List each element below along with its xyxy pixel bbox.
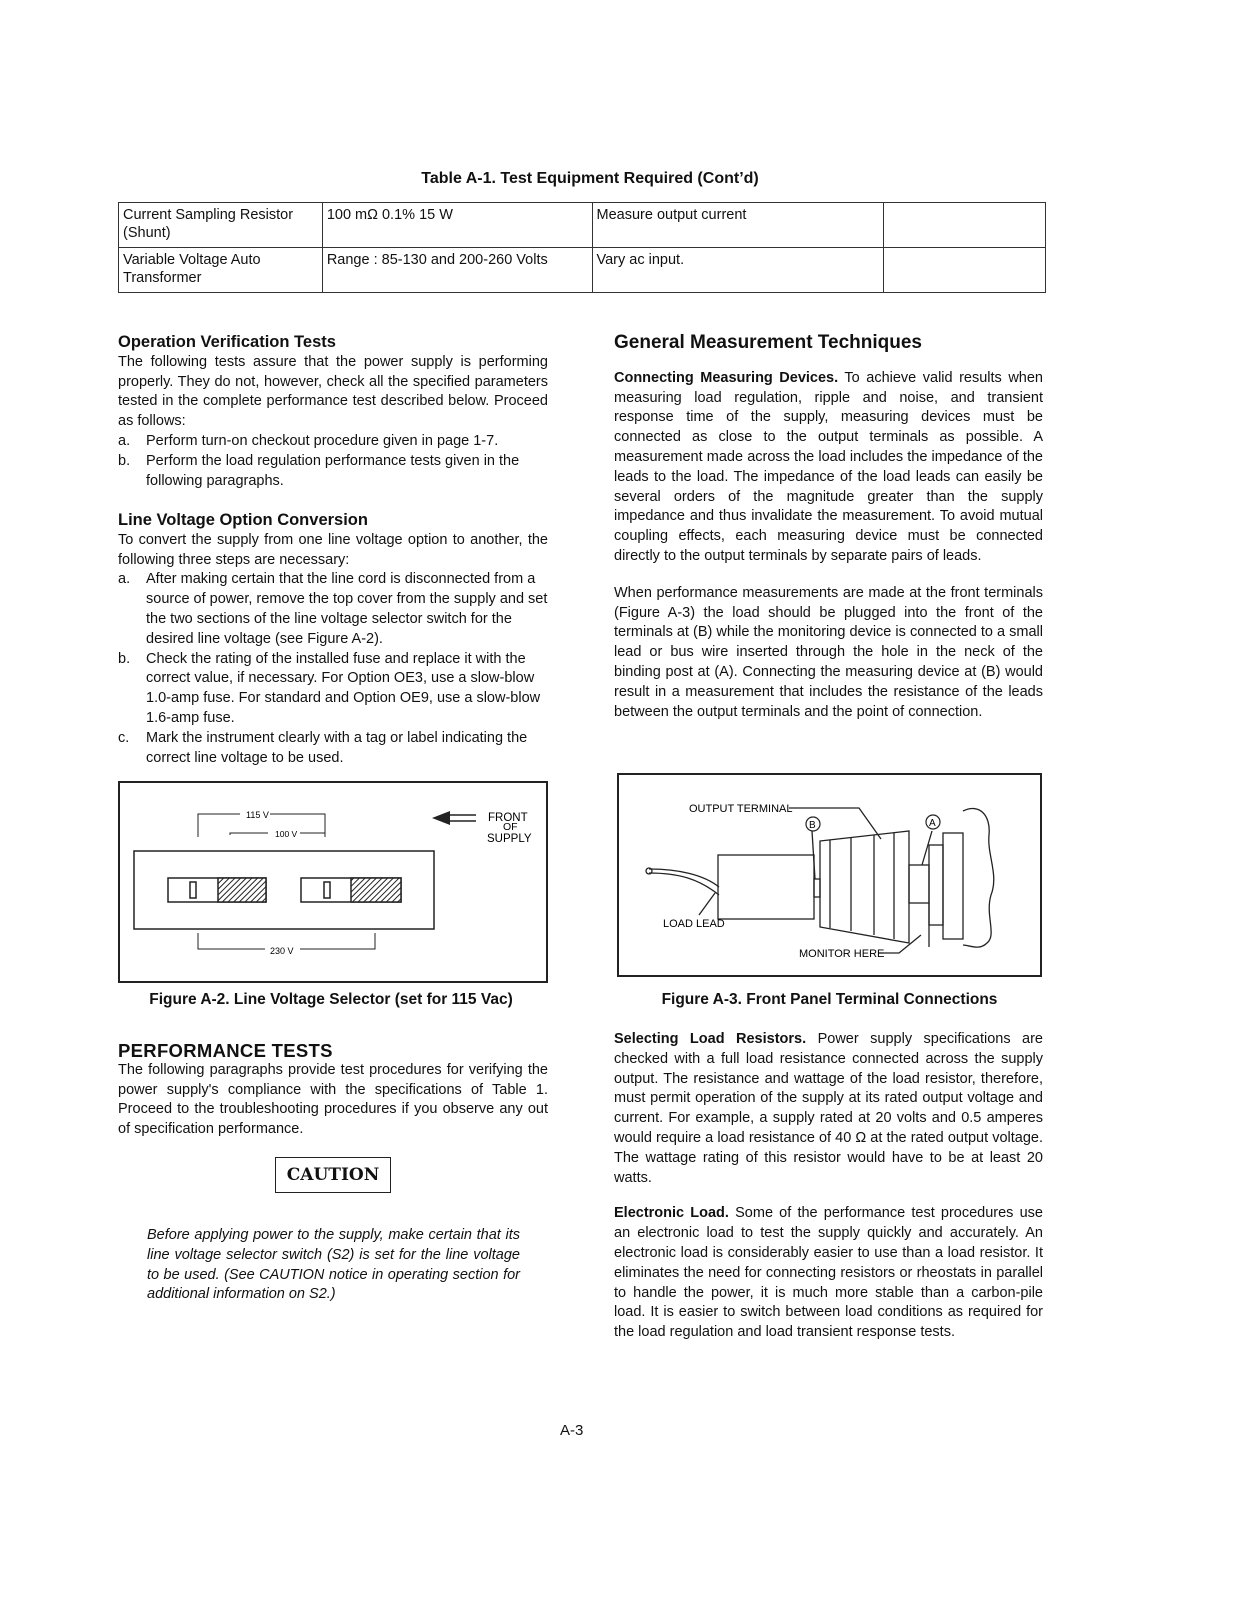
table-row xyxy=(119,248,1046,293)
label-output-terminal: OUTPUT TERMINAL xyxy=(689,803,793,815)
page-number: A-3 xyxy=(560,1422,584,1439)
paragraph: Electronic Load. Some of the performance test procedures use an electronic load to test the supply quickly and accurately. An electronic load is considerably easier to use than a load resistor. It eliminates the need for connecting resistors or rheostats in parallel to handle the power, it is much more stable than a carbon-pile load. It is easier to switch between load conditions as required for the load regulation and load transient response tests. xyxy=(614,1205,1043,1341)
table-cell xyxy=(884,203,1046,248)
label-monitor-here: MONITOR HERE xyxy=(799,948,885,960)
list-item: c. Mark the instrument clearly with a tag or label indicating the correct line voltage to be used. xyxy=(118,729,528,766)
paragraph: The following tests assure that the power supply is performing properly. They do not, however, check all the specified parameters tested in the complete performance test described below. Proceed as follows: xyxy=(118,353,548,430)
figure-caption: Figure A-2. Line Voltage Selector (set for 115 Vac) xyxy=(149,991,513,1008)
switch-slider-hatch xyxy=(218,878,266,902)
switch-slider-hatch xyxy=(351,878,401,902)
list-item: a. Perform turn-on checkout procedure given in page 1-7. xyxy=(118,432,499,449)
label-115v: 115 V xyxy=(246,810,269,820)
table-title: Table A-1. Test Equipment Required (Cont’d) xyxy=(421,170,759,187)
table-cell: Measure output current xyxy=(592,203,884,248)
label-load-lead: LOAD LEAD xyxy=(663,918,725,930)
table-row xyxy=(119,203,1046,248)
label-front: FRONT xyxy=(488,812,528,824)
paragraph: The following paragraphs provide test procedures for verifying the power supply's compliance with the specifications of Table 1. Proceed to the troubleshooting procedures if you observe any out of specification performance. xyxy=(118,1061,548,1138)
table-cell: Current Sampling Resistor (Shunt) xyxy=(119,203,323,248)
step-list xyxy=(118,570,548,768)
label-100v: 100 V xyxy=(275,829,298,839)
section-heading: General Measurement Techniques xyxy=(614,332,922,353)
label-b: B xyxy=(809,820,816,831)
line-voltage-selector-figure xyxy=(118,781,548,983)
arrow-left-icon xyxy=(432,811,476,825)
table-cell: Range : 85-130 and 200-260 Volts xyxy=(322,248,592,293)
line-voltage-section xyxy=(118,511,548,768)
label-of: OF xyxy=(503,821,518,833)
paragraph: To convert the supply from one line voltage option to another, the following three steps are necessary: xyxy=(118,531,548,568)
terminal-diagram xyxy=(619,775,1040,975)
caution-label: CAUTION xyxy=(275,1157,391,1193)
table-cell: 100 mΩ 0.1% 15 W xyxy=(322,203,592,248)
paragraph: Connecting Measuring Devices. To achieve valid results when measuring load regulation, ripple and noise, and transient response time of the supply, measuring devices must be connected as close to the output terminals as possible. A measurement made across the load includes the impedance of the leads to the load. The impedance of the load leads can easily be several orders of the magnitude greater than the supply impedance and thus invalidate the measurement. To avoid mutual coupling effects, each measuring device must be connected directly to the output terminals by separate pairs of leads. xyxy=(614,369,1043,564)
list-item: a. After making certain that the line cord is disconnected from a source of power, remove the top cover from the supply and set the two sections of the line voltage selector switch for the desired line voltage (see Figure A-2). xyxy=(118,571,548,647)
equipment-table xyxy=(118,202,1046,293)
table-cell: Variable Voltage Auto Transformer xyxy=(119,248,323,293)
load-section xyxy=(614,1030,1043,1343)
performance-tests-section xyxy=(118,1041,548,1140)
label-supply: SUPPLY xyxy=(487,833,532,845)
operation-verification-section xyxy=(118,333,548,491)
selector-diagram xyxy=(120,783,546,981)
paragraph: Selecting Load Resistors. Power supply specifications are checked with a full load resistance connected across the supply output. The resistance and wattage of the load resistor, therefore, must permit operation of the supply at its rated output voltage and current. For example, a supply rated at 20 volts and 0.5 amperes would require a load resistance of 40 Ω at the rated output voltage. The wattage rating of this resistor would have to be at least 20 watts. xyxy=(614,1031,1043,1186)
measurement-techniques-section xyxy=(614,333,1043,722)
front-panel-terminal-figure xyxy=(617,773,1042,977)
list-item: b. Perform the load regulation performance tests given in the following paragraphs. xyxy=(118,452,520,489)
caution-text: Before applying power to the supply, make certain that its line voltage selector switch (S2) is set for the line voltage to be used. (See CAUTION notice in operating section for additional information on S2.) xyxy=(147,1227,520,1303)
paragraph: When performance measurements are made at the front terminals (Figure A-3) the load should be plugged into the front of the terminals at (B) while the monitoring device is connected to a small lead or bus wire inserted through the hole in the neck of the binding post at (A). Connecting the measuring device at (B) would result in a measurement that includes the resistance of the leads between the output terminals and the point of connection. xyxy=(614,584,1043,720)
section-heading: Line Voltage Option Conversion xyxy=(118,511,368,529)
label-a: A xyxy=(929,818,936,829)
figure-caption: Figure A-3. Front Panel Terminal Connections xyxy=(661,991,998,1008)
table-cell xyxy=(884,248,1046,293)
list-item: b. Check the rating of the installed fuse and replace it with the correct value, if necessary. For Option OE3, use a slow-blow 1.0-amp fuse. For standard and Option OE9, use a slow-blow 1.6-amp fuse. xyxy=(118,650,541,726)
table-cell: Vary ac input. xyxy=(592,248,884,293)
step-list xyxy=(118,432,548,491)
label-230v: 230 V xyxy=(270,946,294,956)
section-heading: PERFORMANCE TESTS xyxy=(118,1040,333,1061)
section-heading: Operation Verification Tests xyxy=(118,333,336,351)
